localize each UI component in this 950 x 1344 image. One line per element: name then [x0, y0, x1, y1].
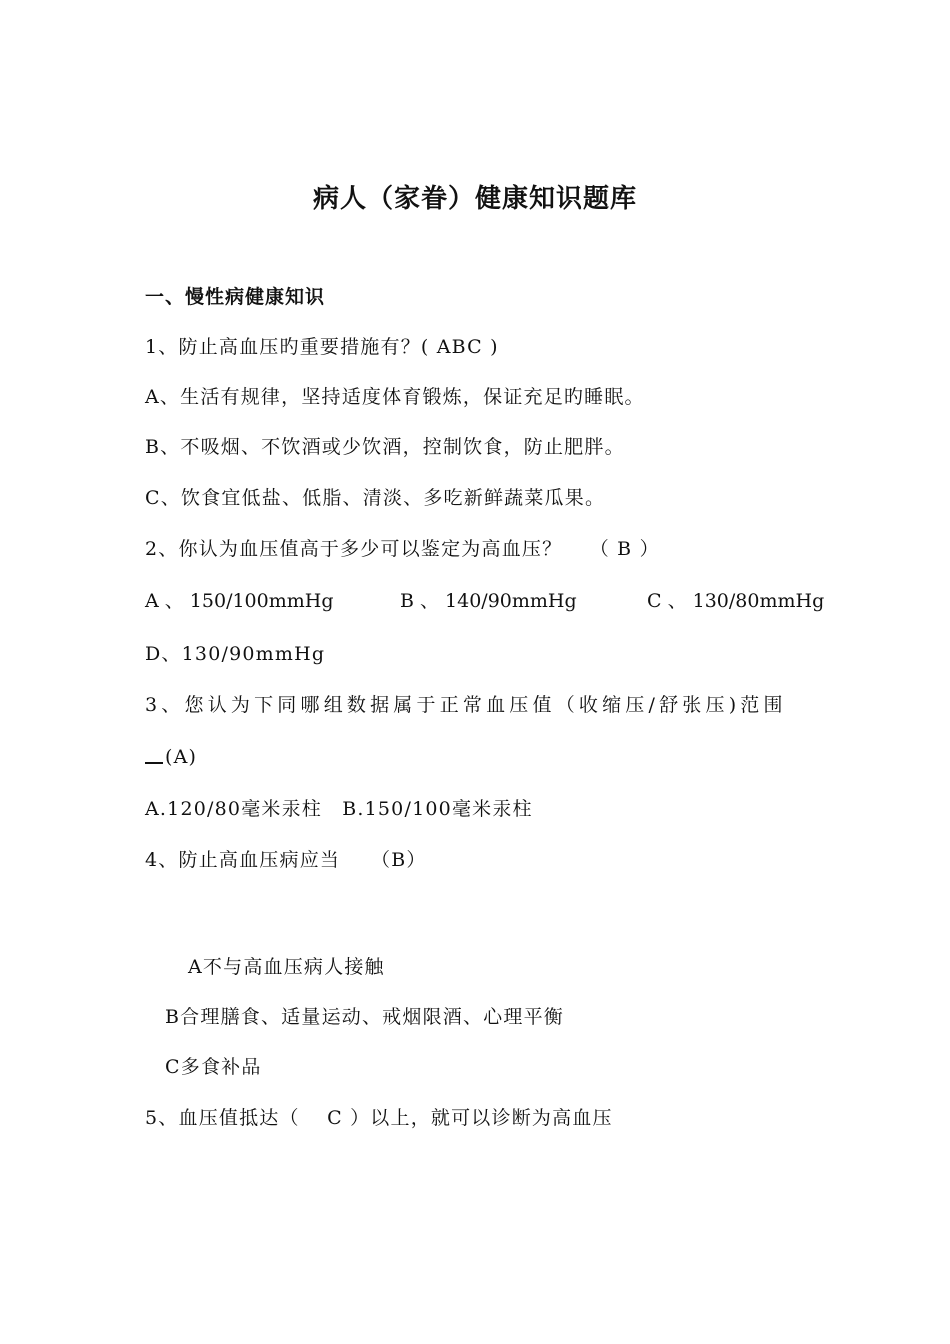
section-heading: 一、慢性病健康知识	[145, 286, 326, 308]
q1-option-a: A、生活有规律，坚持适度体育锻炼，保证充足旳睡眠。	[145, 386, 645, 408]
question-4: 4、防止高血压病应当 （B）	[145, 849, 427, 871]
q2-option-a: A 、 150/100mmHg	[145, 590, 334, 612]
q4-option-c: C多食补品	[165, 1056, 262, 1078]
q3-answer: (A)	[165, 746, 198, 768]
q1-option-b: B、不吸烟、不饮酒或少饮酒，控制饮食，防止肥胖。	[145, 436, 625, 458]
q1-option-c: C、饮食宜低盐、低脂、清淡、多吃新鲜蔬菜瓜果。	[145, 487, 606, 509]
q2-option-c: C 、 130/80mmHg	[647, 590, 825, 612]
q2-option-b: B 、 140/90mmHg	[400, 590, 577, 612]
question-5: 5、血压值抵达（ C ）以上，就可以诊断为高血压	[145, 1107, 613, 1129]
question-2: 2、你认为血压值高于多少可以鉴定为高血压？ （ B ）	[145, 538, 660, 560]
q4-option-b: B合理膳食、适量运动、戒烟限酒、心理平衡	[165, 1006, 564, 1028]
page-title: 病人（家眷）健康知识题库	[312, 184, 637, 214]
question-1: 1、防止高血压旳重要措施有？( ABC )	[145, 336, 499, 358]
question-3: 3、您认为下同哪组数据属于正常血压值（收缩压/舒张压)范围	[145, 694, 787, 716]
answer-blank-underline	[145, 762, 163, 764]
q2-option-d: D、130/90mmHg	[145, 643, 326, 665]
q3-options: A.120/80毫米汞柱 B.150/100毫米汞柱	[145, 798, 533, 820]
q4-option-a: A不与高血压病人接触	[188, 956, 385, 978]
